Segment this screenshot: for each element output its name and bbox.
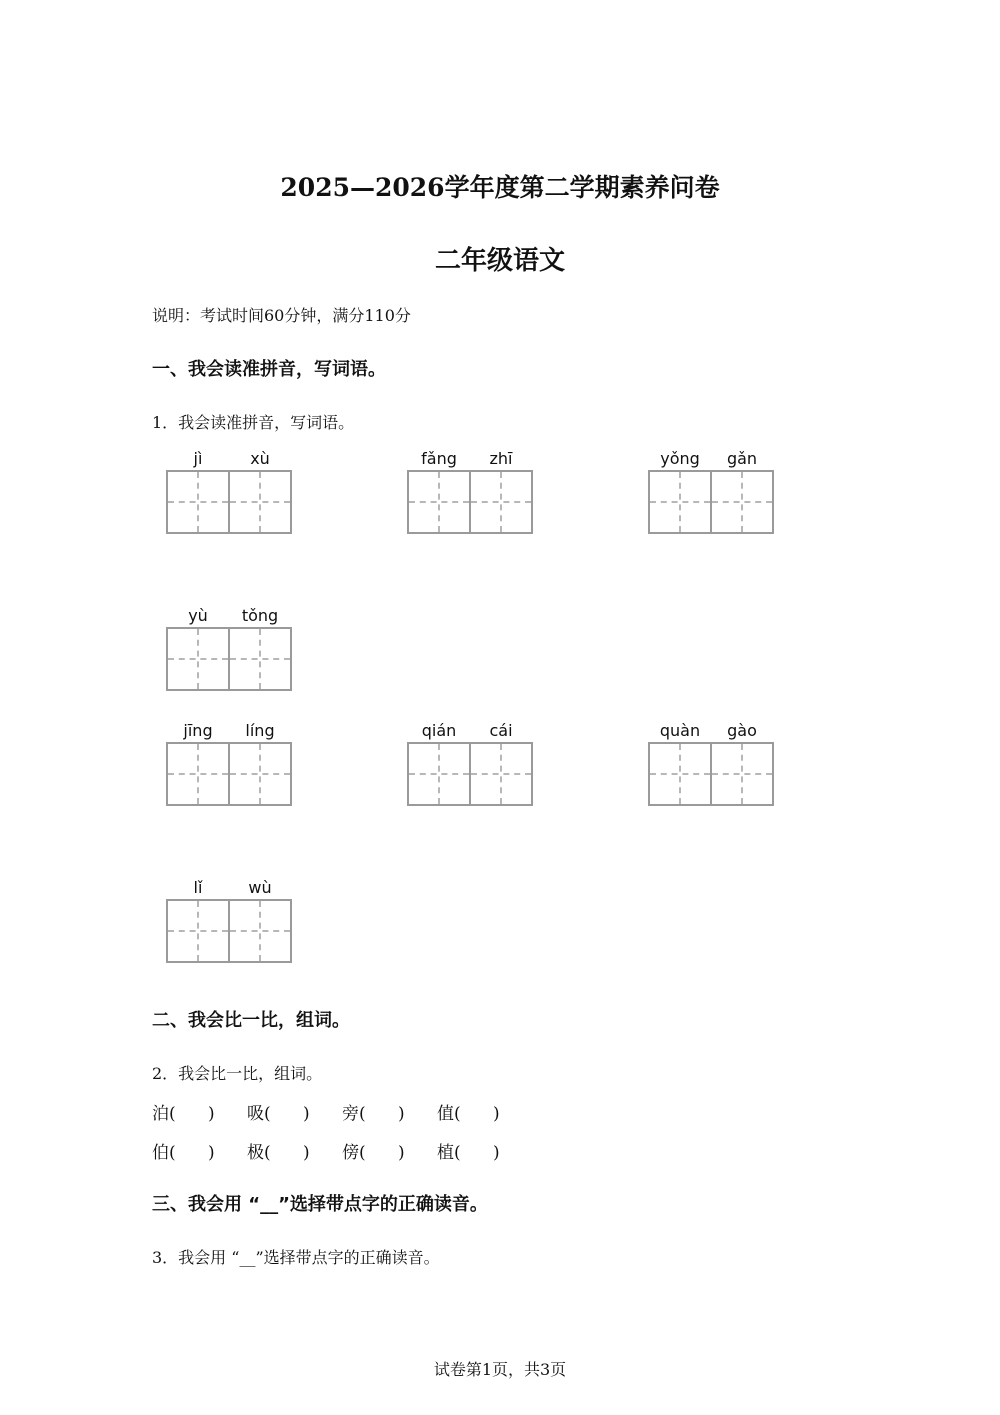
exam-subtitle: 二年级语文 [434, 246, 565, 276]
pinyin-group [648, 722, 774, 812]
writing-grid[interactable] [407, 470, 533, 534]
pinyin-group [166, 722, 292, 812]
question-1: 1．我会读准拼音，写词语。 [152, 413, 355, 432]
compare-row [152, 1099, 532, 1124]
writing-box[interactable] [168, 744, 230, 804]
pinyin-label: quàn [659, 721, 701, 740]
writing-box[interactable] [712, 472, 774, 532]
writing-grid[interactable] [407, 742, 533, 806]
pinyin-group [166, 607, 292, 697]
writing-box[interactable] [230, 629, 292, 689]
writing-box[interactable] [409, 744, 471, 804]
compare-item[interactable]: 傍( ) [342, 1143, 405, 1163]
writing-grid[interactable] [648, 742, 774, 806]
compare-item[interactable]: 泊( ) [152, 1104, 215, 1124]
question-3: 3．我会用 “__”选择带点字的正确读音。 [152, 1248, 440, 1267]
page-footer: 试卷第1页，共3页 [433, 1360, 567, 1379]
writing-box[interactable] [650, 472, 712, 532]
pinyin-group [407, 722, 533, 812]
pinyin-label: jì [193, 449, 203, 468]
question-2: 2．我会比一比，组词。 [152, 1064, 323, 1083]
pinyin-group [166, 450, 292, 540]
writing-box[interactable] [230, 744, 292, 804]
pinyin-label: gǎn [726, 449, 758, 468]
pinyin-group [648, 450, 774, 540]
pinyin-label: wù [248, 878, 272, 897]
writing-box[interactable] [471, 744, 533, 804]
writing-grid[interactable] [648, 470, 774, 534]
pinyin-label: lǐ [193, 878, 203, 897]
pinyin-label: jīng [183, 721, 213, 740]
section-2-heading: 二、我会比一比，组词。 [152, 1010, 350, 1031]
compare-item[interactable]: 值( ) [437, 1104, 500, 1124]
pinyin-label: líng [245, 721, 275, 740]
pinyin-label: fǎng [421, 449, 457, 468]
writing-box[interactable] [168, 472, 230, 532]
compare-item[interactable]: 极( ) [247, 1143, 310, 1163]
exam-title: 2025—2026学年度第二学期素养问卷 [280, 173, 720, 202]
writing-box[interactable] [168, 629, 230, 689]
pinyin-label: cái [489, 721, 513, 740]
compare-item[interactable]: 吸( ) [247, 1104, 310, 1124]
pinyin-label: xù [250, 449, 270, 468]
writing-box[interactable] [471, 472, 533, 532]
pinyin-label: qián [421, 721, 457, 740]
writing-box[interactable] [650, 744, 712, 804]
compare-row [152, 1138, 532, 1163]
writing-grid[interactable] [166, 470, 292, 534]
pinyin-label: gào [727, 721, 757, 740]
writing-box[interactable] [712, 744, 774, 804]
writing-grid[interactable] [166, 899, 292, 963]
writing-grid[interactable] [166, 742, 292, 806]
writing-box[interactable] [230, 901, 292, 961]
writing-grid[interactable] [166, 627, 292, 691]
writing-box[interactable] [230, 472, 292, 532]
section-3-heading: 三、我会用 “__”选择带点字的正确读音。 [152, 1194, 488, 1215]
pinyin-group [166, 879, 292, 969]
pinyin-label: yù [188, 606, 208, 625]
pinyin-group [407, 450, 533, 540]
compare-item[interactable]: 旁( ) [342, 1104, 405, 1124]
compare-item[interactable]: 植( ) [437, 1143, 500, 1163]
pinyin-label: yǒng [660, 449, 700, 468]
section-1-heading: 一、我会读准拼音，写词语。 [152, 359, 386, 380]
exam-note: 说明：考试时间60分钟，满分110分 [152, 306, 411, 325]
pinyin-label: zhī [489, 449, 513, 468]
pinyin-label: tǒng [241, 606, 279, 625]
writing-box[interactable] [409, 472, 471, 532]
compare-item[interactable]: 伯( ) [152, 1143, 215, 1163]
writing-box[interactable] [168, 901, 230, 961]
